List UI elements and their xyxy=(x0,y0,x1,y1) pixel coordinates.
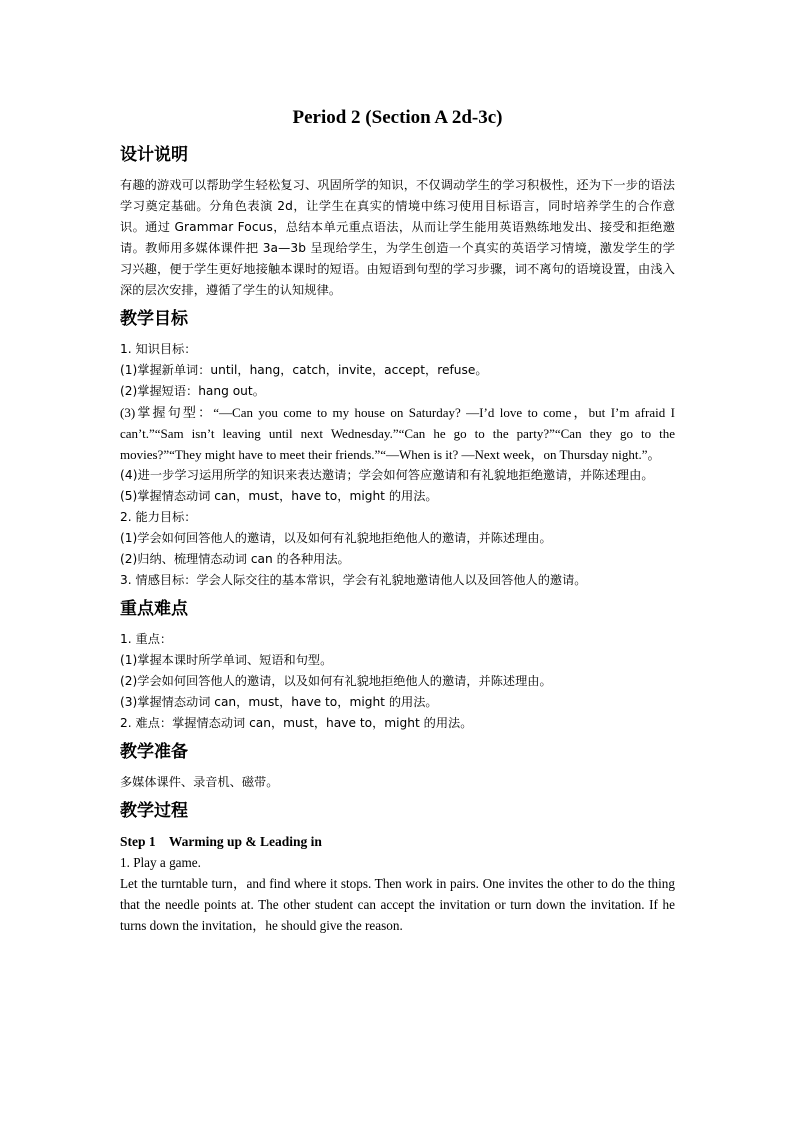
ability-goal-label: 2. 能力目标： xyxy=(120,510,197,524)
document-content xyxy=(120,105,675,942)
process-heading: 教学过程 xyxy=(120,801,188,821)
step-heading: Step 1 Warming up & Leading in xyxy=(120,834,322,849)
knowledge-goal-label: 1. 知识目标： xyxy=(120,342,197,356)
goal-item: (1)掌握新单词：until，hang，catch，invite，accept，refuse。 xyxy=(120,363,488,377)
key-points-section xyxy=(120,597,675,734)
page-title: Period 2 (Section A 2d-3c) xyxy=(292,107,503,128)
process-section xyxy=(120,799,675,936)
goals-section xyxy=(120,307,675,591)
preparation-section xyxy=(120,740,675,793)
goal-item-sentences: (3)掌握句型：“—Can you come to my house on Saturday? —I’d love to come，but I’m afraid I can’t.”“Sam isn’t leaving until next Wednesday.”“Can he go to the party?”“Can they go to the movies?”“They might have to meet their friends.”“—When is it? —Next week，on Thursday night.”。 xyxy=(120,405,675,462)
step-item: 1. Play a game. xyxy=(120,855,201,870)
focus-label: 1. 重点： xyxy=(120,632,173,646)
focus-item: (3)掌握情态动词 can，must，have to，might 的用法。 xyxy=(120,695,438,709)
focus-item: (2)学会如何回答他人的邀请，以及如何有礼貌地拒绝他人的邀请，并陈述理由。 xyxy=(120,674,552,688)
goal-item: (5)掌握情态动词 can，must，have to，might 的用法。 xyxy=(120,489,438,503)
preparation-text: 多媒体课件、录音机、磁带。 xyxy=(120,775,279,789)
preparation-heading: 教学准备 xyxy=(120,742,188,762)
design-heading: 设计说明 xyxy=(120,145,188,165)
key-points-heading: 重点难点 xyxy=(120,599,188,619)
focus-item: (1)掌握本课时所学单词、短语和句型。 xyxy=(120,653,333,667)
goal-item: (4)进一步学习运用所学的知识来表达邀请；学会如何答应邀请和有礼貌地拒绝邀请，并陈述理由。 xyxy=(120,468,654,482)
design-paragraph: 有趣的游戏可以帮助学生轻松复习、巩固所学的知识，不仅调动学生的学习积极性，还为下一步的语法学习奠定基础。分角色表演 2d，让学生在真实的情境中练习使用目标语言，同时培养学生的合作意识。通过 Grammar Focus，总结本单元重点语法，从而让学生能用英语熟练地发出、接受和拒绝邀请。教师用多媒体课件把 3a—3b 呈现给学生，为学生创造一个真实的英语学习情境，激发学生的学习兴趣，便于学生更好地接触本课时的短语。由短语到句型的学习步骤，词不离句的语境设置，由浅入深的层次安排，遵循了学生的认知规律。 xyxy=(120,178,675,297)
goals-heading: 教学目标 xyxy=(120,309,188,329)
goal-item: (1)学会如何回答他人的邀请，以及如何有礼貌地拒绝他人的邀请，并陈述理由。 xyxy=(120,531,552,545)
goal-item: (2)掌握短语：hang out。 xyxy=(120,384,265,398)
step-paragraph: Let the turntable turn，and find where it stops. Then work in pairs. One invites the other to do the thing that the needle points at. The other student can accept the invitation or turn down the invitation. If he turns down the invitation，he should give the reason. xyxy=(120,876,675,933)
emotion-goal: 3. 情感目标：学会人际交往的基本常识，学会有礼貌地邀请他人以及回答他人的邀请。 xyxy=(120,573,587,587)
goal-item: (2)归纳、梳理情态动词 can 的各种用法。 xyxy=(120,552,350,566)
difficulty-item: 2. 难点：掌握情态动词 can，must，have to，might 的用法。 xyxy=(120,716,473,730)
design-section xyxy=(120,143,675,301)
